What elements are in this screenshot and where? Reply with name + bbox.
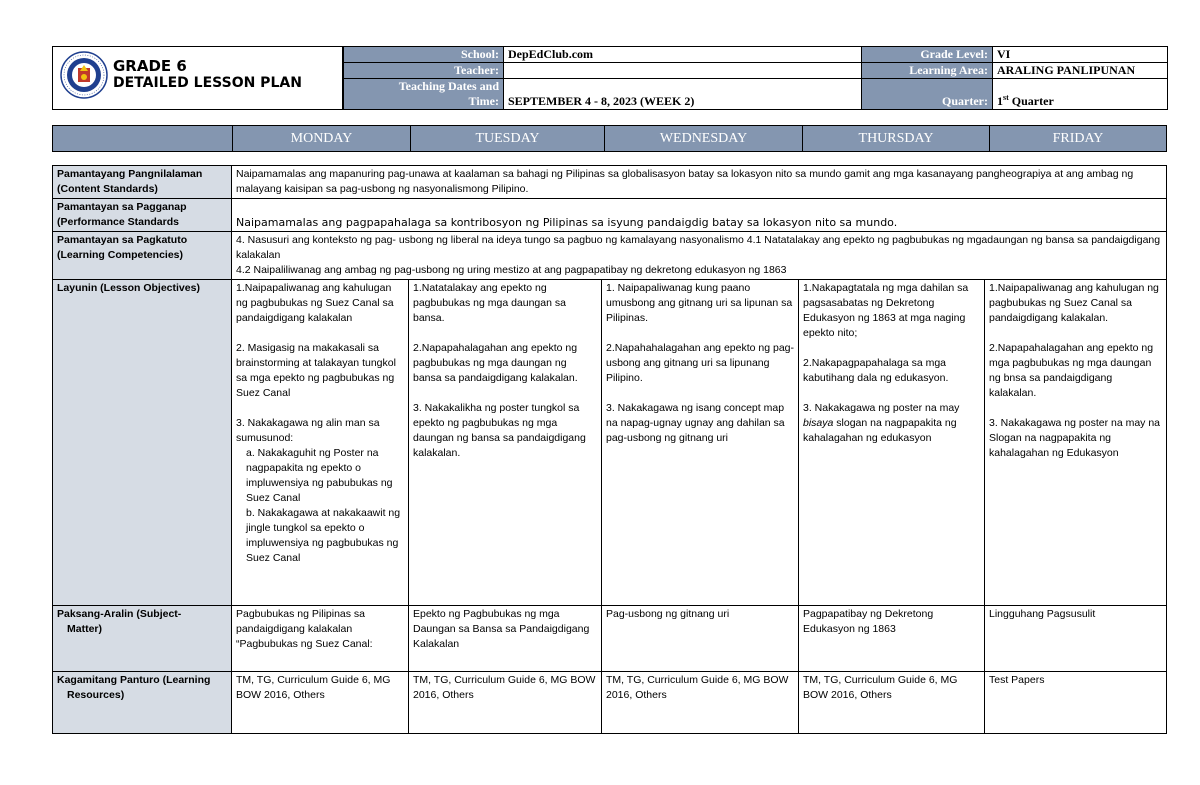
content-standards-header: Pamantayang Pangnilalaman (Content Standards) xyxy=(53,166,232,199)
objectives-monday: 1.Naipapaliwanag ang kahulugan ng pagbubukas ng Suez Canal sa pandaigdigang kalakalan 2. Masigasig na makakasali sa brainstorming at talakayan tungkol sa mga epekto ng pagbubukas ng Suez Canal 3. Nakakagawa ng alin man sa sumusunod: a. Nakakaguhit ng Poster na nagpapakita ng epekto o impluwensiya ng pabubukas ng Suez Canal b. Nakakagawa at nakakaawit ng jingle tungkol sa epekto o impluwensiya ng pagbubukas ng Suez Canal xyxy=(232,280,409,606)
objectives-tuesday: 1.Natatalakay ang epekto ng pagbubukas ng mga daungan sa bansa. 2.Napapahalagahan ang epekto ng pagbubukas ng mga daungan ng bansa sa pandaigdigang kalakalan. 3. Nakakalikha ng poster tungkol sa epekto ng pagbubukas ng mga daungan ng bansa sa pandaigdigang kalakalan. xyxy=(409,280,602,606)
learning-competencies-row xyxy=(53,232,1167,280)
day-tuesday: TUESDAY xyxy=(411,126,605,152)
grade-title: GRADE 6 xyxy=(113,57,187,75)
teaching-dates-label xyxy=(344,79,504,110)
teaching-dates-label-line1: Teaching Dates and xyxy=(398,79,499,93)
objectives-thursday: 1.Nakapagtatala ng mga dahilan sa pagsasabatas ng Dekretong Edukasyon ng 1863 at mga naging epekto nito; 2.Nakapagpapahalaga sa mga kabutihang dala ng edukasyon. 3. Nakakagawa ng poster na may bisaya slogan na nagpapakita ng kahalagahan ng edukasyon xyxy=(799,280,985,606)
day-thursday: THURSDAY xyxy=(803,126,990,152)
grade-level-value: VI xyxy=(993,47,1168,63)
performance-standards-row xyxy=(53,199,1167,232)
subject-thursday: Pagpapatibay ng Dekretong Edukasyon ng 1863 xyxy=(799,606,985,672)
resources-wednesday: TM, TG, Curriculum Guide 6, MG BOW 2016, Others xyxy=(602,672,799,734)
school-label: School: xyxy=(344,47,504,63)
grade-level-label: Grade Level: xyxy=(862,47,993,63)
days-header-blank xyxy=(53,126,233,152)
performance-standards-text: Naipamamalas ang pagpapahalaga sa kontribosyon ng Pilipinas sa isyung pandaigdig batay sa lokasyon nito sa mundo. xyxy=(232,199,1167,232)
learning-competencies-text: 4. Nasusuri ang konteksto ng pag- usbong ng liberal na ideya tungo sa pagbuo ng kamalayang nasyonalismo 4.1 Natatalakay ang epekto ng pagbubukas ng mgadaungan ng bansa sa pandaigdigang kalakalan 4.2 Naipaliliwanag ang ambag ng pag-usbong ng uring mestizo at ang pagpapatibay ng dekretong edukasyon ng 1863 xyxy=(232,232,1167,280)
content-standards-row xyxy=(53,166,1167,199)
resources-friday: Test Papers xyxy=(985,672,1167,734)
learning-resources-row xyxy=(53,672,1167,734)
quarter-label: Quarter: xyxy=(862,79,993,110)
deped-seal-icon xyxy=(60,51,108,99)
subject-monday: Pagbubukas ng Pilipinas sa pandaigdigang kalakalan “Pagbubukas ng Suez Canal: xyxy=(232,606,409,672)
learning-area-label: Learning Area: xyxy=(862,63,993,79)
lesson-plan-title: DETAILED LESSON PLAN xyxy=(113,75,302,91)
quarter-value: 1st Quarter xyxy=(993,79,1168,110)
learning-resources-header: Kagamitang Panturo (Learning Resources) xyxy=(53,672,232,734)
resources-monday: TM, TG, Curriculum Guide 6, MG BOW 2016, Others xyxy=(232,672,409,734)
school-value: DepEdClub.com xyxy=(504,47,862,63)
day-monday: MONDAY xyxy=(233,126,411,152)
content-standards-text: Naipamamalas ang mapanuring pag-unawa at kaalaman sa bahagi ng Pilipinas sa globalisasyon batay sa lokasyon nito sa mundo gamit ang mga kasanayang pangheograpiya at ang ambag ng malayang kaisipan sa pag-usbong ng nasyonalismong Pilipino. xyxy=(232,166,1167,199)
teacher-label: Teacher: xyxy=(344,63,504,79)
subject-matter-row xyxy=(53,606,1167,672)
lesson-objectives-header: Layunin (Lesson Objectives) xyxy=(53,280,232,606)
school-info-table xyxy=(343,46,1168,110)
learning-area-value: ARALING PANLIPUNAN xyxy=(993,63,1168,79)
days-header xyxy=(52,125,1167,152)
day-wednesday: WEDNESDAY xyxy=(605,126,803,152)
performance-standards-header: Pamantayan sa Pagganap (Performance Standards xyxy=(53,199,232,232)
learning-competencies-header: Pamantayan sa Pagkatuto (Learning Competencies) xyxy=(53,232,232,280)
subject-tuesday: Epekto ng Pagbubukas ng mga Daungan sa Bansa sa Pandaigdigang Kalakalan xyxy=(409,606,602,672)
resources-thursday: TM, TG, Curriculum Guide 6, MG BOW 2016, Others xyxy=(799,672,985,734)
objectives-friday: 1.Naipapaliwanag ang kahulugan ng pagbubukas ng Suez Canal sa pandaigdigang kalakalan. 2.Napapahalagahan ang epekto ng mga pagbubukas ng mga daungan ng bnsa sa pandaigdigang kalakalan. 3. Nakakagawa ng poster na may na Slogan na nagpapakita ng kahalagahan ng Edukasyon xyxy=(985,280,1167,606)
teaching-dates-value: SEPTEMBER 4 - 8, 2023 (WEEK 2) xyxy=(504,79,862,110)
day-friday: FRIDAY xyxy=(990,126,1167,152)
objectives-wednesday: 1. Naipapaliwanag kung paano umusbong ang gitnang uri sa lipunan sa Pilipinas. 2.Napahahalagahan ang epekto ng pag-usbong ang gitnang uri sa lipunang Pilipino. 3. Nakakagawa ng isang concept map na napag-ugnay ugnay ang dahilan sa pag-usbong ng gitnang uri xyxy=(602,280,799,606)
subject-friday: Lingguhang Pagsusulit xyxy=(985,606,1167,672)
resources-tuesday: TM, TG, Curriculum Guide 6, MG BOW 2016, Others xyxy=(409,672,602,734)
lesson-plan-grid xyxy=(52,165,1167,734)
subject-matter-header: Paksang-Aralin (Subject- Matter) xyxy=(53,606,232,672)
teacher-value xyxy=(504,63,862,79)
lesson-objectives-row xyxy=(53,280,1167,606)
teaching-dates-label-line2: Time: xyxy=(468,94,499,108)
subject-wednesday: Pag-usbong ng gitnang uri xyxy=(602,606,799,672)
